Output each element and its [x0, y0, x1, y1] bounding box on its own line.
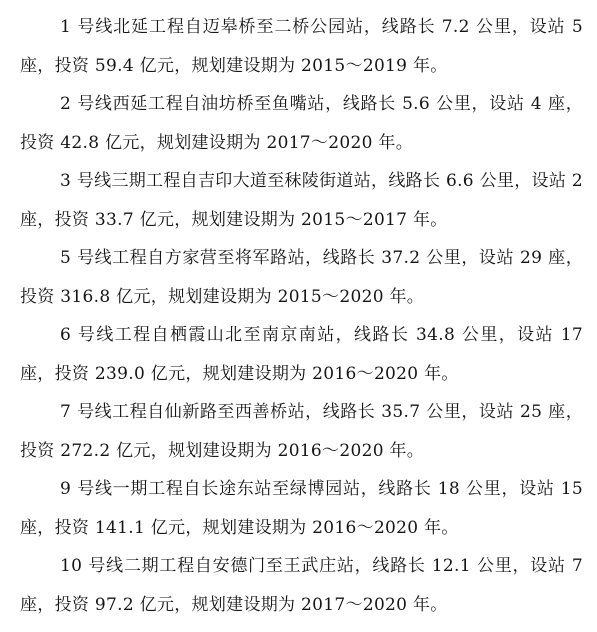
paragraph-line-5: 5 号线工程自方家营至将军路站，线路长 37.2 公里，设站 29 座，投资 316.8 亿元，规划建设期为 2015～2020 年。 — [20, 248, 583, 307]
paragraph-line-7: 7 号线工程自仙新路至西善桥站，线路长 35.7 公里，设站 25 座，投资 272.2 亿元，规划建设期为 2016～2020 年。 — [20, 402, 583, 461]
paragraph-line-2: 2 号线西延工程自油坊桥至鱼嘴站，线路长 5.6 公里，设站 4 座，投资 42.8 亿元，规划建设期为 2017～2020 年。 — [20, 94, 583, 153]
paragraph-line-1: 1 号线北延工程自迈皋桥至二桥公园站，线路长 7.2 公里，设站 5 座，投资 59.4 亿元，规划建设期为 2015～2019 年。 — [20, 17, 583, 76]
paragraph-line-3: 3 号线三期工程自吉印大道至秣陵街道站，线路长 6.6 公里，设站 2 座，投资 33.7 亿元，规划建设期为 2015～2017 年。 — [20, 171, 583, 230]
paragraph-line-9: 9 号线一期工程自长途东站至绿博园站，线路长 18 公里，设站 15 座，投资 141.1 亿元，规划建设期为 2016～2020 年。 — [20, 479, 583, 538]
paragraph-line-6: 6 号线工程自栖霞山北至南京南站，线路长 34.8 公里，设站 17 座，投资 239.0 亿元，规划建设期为 2016～2020 年。 — [20, 325, 583, 384]
paragraph-line-10: 10 号线二期工程自安德门至王武庄站，线路长 12.1 公里，设站 7 座，投资 97.2 亿元，规划建设期为 2017～2020 年。 — [20, 556, 583, 615]
